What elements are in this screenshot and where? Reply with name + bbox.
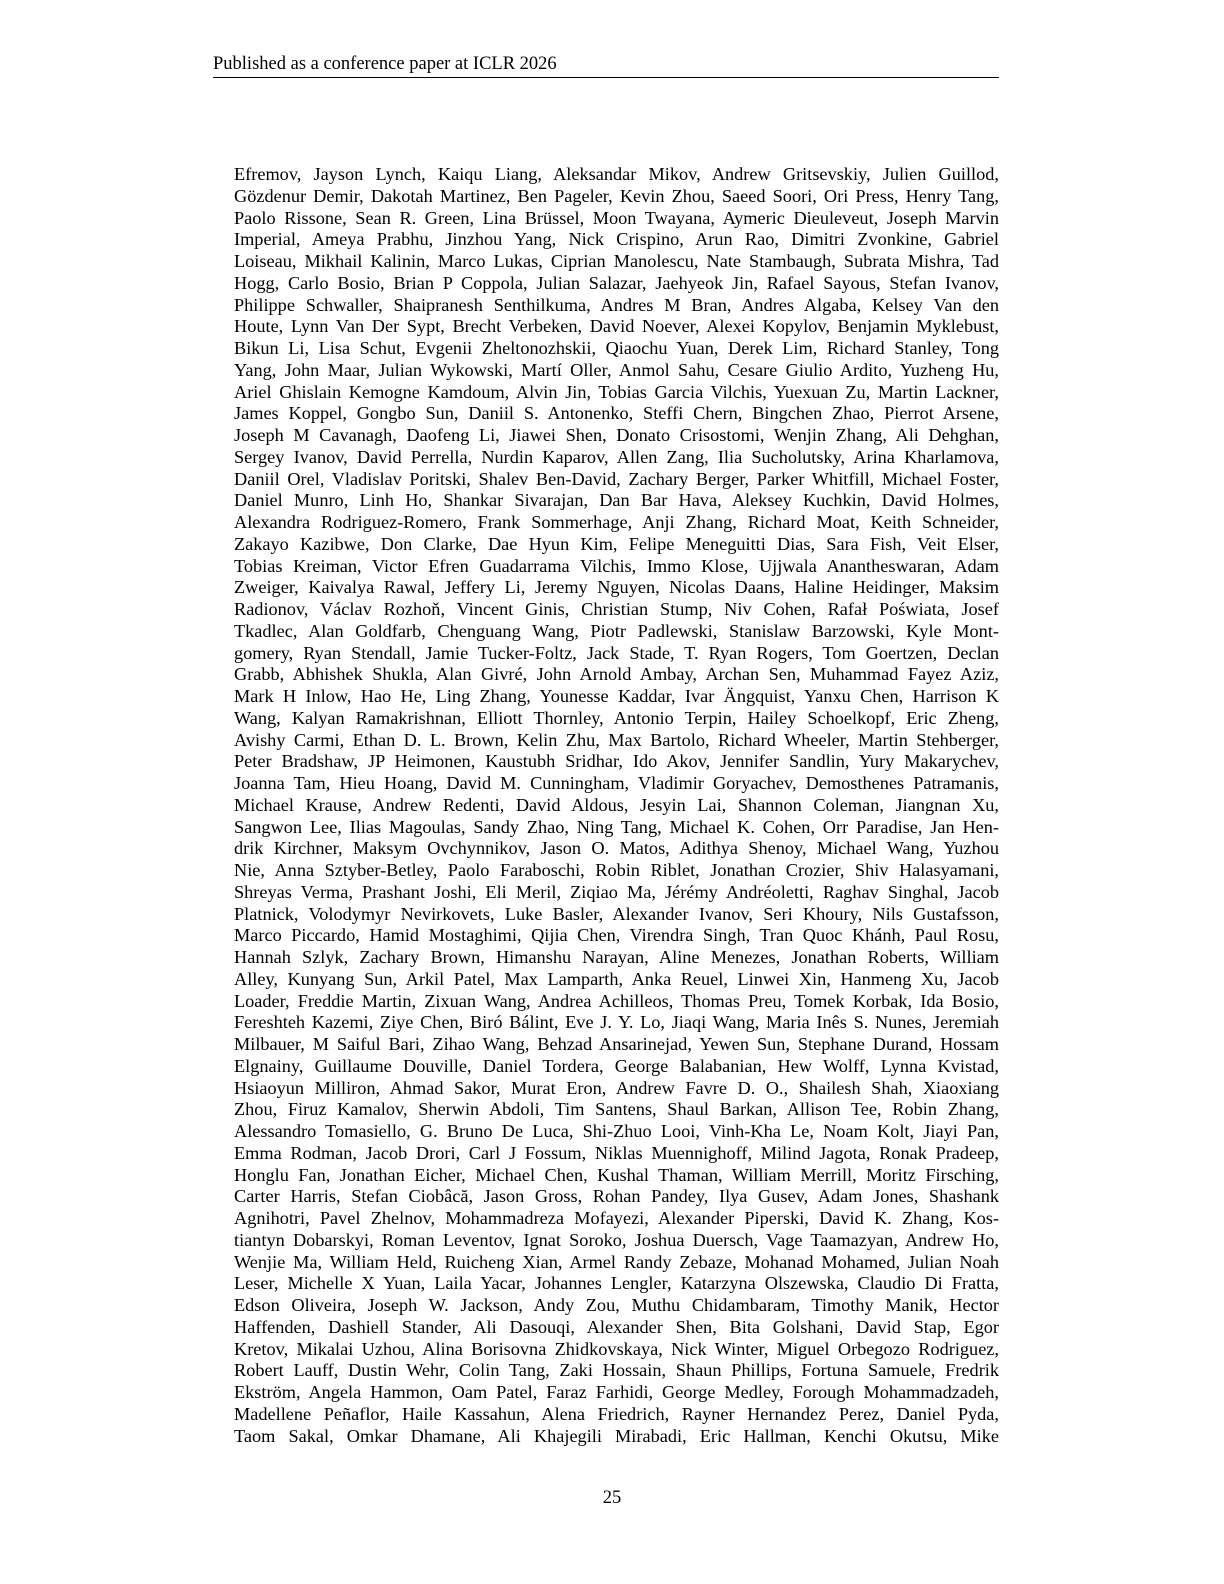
author-list-line: Houte, Lynn Van Der Sypt, Brecht Verbeken, David Noever, Alexei Kopylov, Benjamin Myklebust,	[234, 316, 999, 337]
author-list-line: tiantyn Dobarskyi, Roman Leventov, Ignat Soroko, Joshua Duersch, Vage Taamazyan, Andrew Ho,	[234, 1229, 999, 1250]
author-list-line: Robert Lauff, Dustin Wehr, Colin Tang, Zaki Hossain, Shaun Phillips, Fortuna Samuele, Fredrik	[234, 1360, 999, 1381]
author-list-line: Alley, Kunyang Sun, Arkil Patel, Max Lamparth, Anka Reuel, Linwei Xin, Hanmeng Xu, Jacob	[234, 968, 999, 989]
author-list-line: Haffenden, Dashiell Stander, Ali Dasouqi, Alexander Shen, Bita Golshani, David Stap, Egor	[234, 1316, 999, 1337]
author-list-line: James Koppel, Gongbo Sun, Daniil S. Antonenko, Steffi Chern, Bingchen Zhao, Pierrot Arsene,	[234, 403, 999, 424]
author-list-line: Daniel Munro, Linh Ho, Shankar Sivarajan, Dan Bar Hava, Aleksey Kuchkin, David Holmes,	[234, 490, 999, 511]
author-list-line: Hannah Szlyk, Zachary Brown, Himanshu Narayan, Aline Menezes, Jonathan Roberts, William	[234, 947, 999, 967]
author-list-line: Fereshteh Kazemi, Ziye Chen, Biró Bálint, Eve J. Y. Lo, Jiaqi Wang, Maria Inês S. Nunes, Jeremiah	[234, 1012, 999, 1033]
author-list-line: Wang, Kalyan Ramakrishnan, Elliott Thornley, Antonio Terpin, Hailey Schoelkopf, Eric Zheng,	[234, 707, 999, 728]
author-list-line: Ariel Ghislain Kemogne Kamdoum, Alvin Jin, Tobias Garcia Vilchis, Yuexuan Zu, Martin Lackner,	[234, 381, 999, 402]
author-list-line: Loader, Freddie Martin, Zixuan Wang, Andrea Achilleos, Thomas Preu, Tomek Korbak, Ida Bosio,	[234, 990, 999, 1011]
author-list-line: Nie, Anna Sztyber-Betley, Paolo Faraboschi, Robin Riblet, Jonathan Crozier, Shiv Halasyamani,	[234, 860, 999, 880]
author-list-line: Peter Bradshaw, JP Heimonen, Kaustubh Sridhar, Ido Akov, Jennifer Sandlin, Yury Makarychev,	[234, 751, 999, 772]
author-list-line: Leser, Michelle X Yuan, Laila Yacar, Johannes Lengler, Katarzyna Olszewska, Claudio Di Fratta,	[234, 1273, 999, 1294]
author-list-line: Wenjie Ma, William Held, Ruicheng Xian, Armel Randy Zebaze, Mohanad Mohamed, Julian Noah	[234, 1251, 999, 1272]
author-list-line: Paolo Rissone, Sean R. Green, Lina Brüssel, Moon Twayana, Aymeric Dieuleveut, Joseph Marvin	[234, 207, 999, 228]
author-list-line: Loiseau, Mikhail Kalinin, Marco Lukas, Ciprian Manolescu, Nate Stambaugh, Subrata Mishra, Tad	[234, 251, 999, 271]
author-list-line: Ekström, Angela Hammon, Oam Patel, Faraz Farhidi, George Medley, Forough Mohammadzadeh,	[234, 1382, 999, 1402]
author-list-line: Edson Oliveira, Joseph W. Jackson, Andy Zou, Muthu Chidambaram, Timothy Manik, Hector	[234, 1295, 999, 1315]
author-list-line: Bikun Li, Lisa Schut, Evgenii Zheltonozhskii, Qiaochu Yuan, Derek Lim, Richard Stanley, Tong	[234, 338, 999, 358]
author-list-line: Imperial, Ameya Prabhu, Jinzhou Yang, Nick Crispino, Arun Rao, Dimitri Zvonkine, Gabriel	[234, 229, 999, 250]
author-list-line: Milbauer, M Saiful Bari, Zihao Wang, Behzad Ansarinejad, Yewen Sun, Stephane Durand, Hossam	[234, 1034, 999, 1054]
author-list-line: Gözdenur Demir, Dakotah Martinez, Ben Pageler, Kevin Zhou, Saeed Soori, Ori Press, Henry Tang,	[234, 185, 999, 206]
author-list-line: Zhou, Firuz Kamalov, Sherwin Abdoli, Tim Santens, Shaul Barkan, Allison Tee, Robin Zhang,	[234, 1099, 999, 1120]
author-list-line: Philippe Schwaller, Shaipranesh Senthilkuma, Andres M Bran, Andres Algaba, Kelsey Van den	[234, 294, 999, 315]
author-list-line: Marco Piccardo, Hamid Mostaghimi, Qijia Chen, Virendra Singh, Tran Quoc Khánh, Paul Rosu,	[234, 925, 999, 946]
author-list-line: Michael Krause, Andrew Redenti, David Aldous, Jesyin Lai, Shannon Coleman, Jiangnan Xu,	[234, 794, 999, 815]
author-list-line: Zweiger, Kaivalya Rawal, Jeffery Li, Jeremy Nguyen, Nicolas Daans, Haline Heidinger, Maksim	[234, 577, 999, 598]
author-list-line: Zakayo Kazibwe, Don Clarke, Dae Hyun Kim, Felipe Meneguitti Dias, Sara Fish, Veit Elser,	[234, 533, 999, 554]
author-list-line: Tkadlec, Alan Goldfarb, Chenguang Wang, Piotr Padlewski, Stanislaw Barzowski, Kyle Mont-	[234, 620, 999, 641]
author-list-line: Madellene Peñaflor, Haile Kassahun, Alena Friedrich, Rayner Hernandez Perez, Daniel Pyda,	[234, 1403, 999, 1424]
running-title: Published as a conference paper at ICLR 2026	[213, 54, 557, 74]
author-list-line: Yang, John Maar, Julian Wykowski, Martí Oller, Anmol Sahu, Cesare Giulio Ardito, Yuzheng Hu,	[234, 359, 999, 380]
author-list-line: Carter Harris, Stefan Ciobâcă, Jason Gross, Rohan Pandey, Ilya Gusev, Adam Jones, Shashank	[234, 1186, 999, 1207]
running-header	[213, 52, 999, 78]
author-list-line: Efremov, Jayson Lynch, Kaiqu Liang, Aleksandar Mikov, Andrew Gritsevskiy, Julien Guillod,	[234, 164, 999, 184]
author-list-paragraph	[234, 164, 999, 1447]
author-list-line: Joanna Tam, Hieu Hoang, David M. Cunningham, Vladimir Goryachev, Demosthenes Patramanis,	[234, 773, 999, 793]
author-list-line: drik Kirchner, Maksym Ovchynnikov, Jason O. Matos, Adithya Shenoy, Michael Wang, Yuzhou	[234, 838, 999, 859]
author-list-line: gomery, Ryan Stendall, Jamie Tucker-Foltz, Jack Stade, T. Ryan Rogers, Tom Goertzen, Declan	[234, 642, 999, 663]
author-list-line: Joseph M Cavanagh, Daofeng Li, Jiawei Shen, Donato Crisostomi, Wenjin Zhang, Ali Dehghan,	[234, 425, 999, 445]
author-list-line: Agnihotri, Pavel Zhelnov, Mohammadreza Mofayezi, Alexander Piperski, David K. Zhang, Kos-	[234, 1208, 999, 1228]
author-list-line: Grabb, Abhishek Shukla, Alan Givré, John Arnold Ambay, Archan Sen, Muhammad Fayez Aziz,	[234, 664, 999, 685]
author-list-line: Mark H Inlow, Hao He, Ling Zhang, Younesse Kaddar, Ivar Ängquist, Yanxu Chen, Harrison K	[234, 686, 999, 706]
author-list-line: Honglu Fan, Jonathan Eicher, Michael Chen, Kushal Thaman, William Merrill, Moritz Firsching,	[234, 1164, 999, 1185]
author-list-line: Hsiaoyun Milliron, Ahmad Sakor, Murat Eron, Andrew Favre D. O., Shailesh Shah, Xiaoxiang	[234, 1077, 999, 1098]
author-list-line: Hogg, Carlo Bosio, Brian P Coppola, Julian Salazar, Jaehyeok Jin, Rafael Sayous, Stefan Ivanov,	[234, 272, 999, 293]
author-list-line: Radionov, Václav Rozhoň, Vincent Ginis, Christian Stump, Niv Cohen, Rafał Poświata, Josef	[234, 599, 999, 619]
author-list-line: Tobias Kreiman, Victor Efren Guadarrama Vilchis, Immo Klose, Ujjwala Anantheswaran, Adam	[234, 555, 999, 576]
author-list-line: Sangwon Lee, Ilias Magoulas, Sandy Zhao, Ning Tang, Michael K. Cohen, Orr Paradise, Jan Hen-	[234, 816, 999, 837]
author-list-line: Alessandro Tomasiello, G. Bruno De Luca, Shi-Zhuo Looi, Vinh-Kha Le, Noam Kolt, Jiayi Pan,	[234, 1121, 999, 1141]
author-list-line: Avishy Carmi, Ethan D. L. Brown, Kelin Zhu, Max Bartolo, Richard Wheeler, Martin Stehberger,	[234, 729, 999, 750]
author-list-line: Sergey Ivanov, David Perrella, Nurdin Kaparov, Allen Zang, Ilia Sucholutsky, Arina Kharlamova,	[234, 446, 999, 467]
author-list-line: Elgnainy, Guillaume Douville, Daniel Tordera, George Balabanian, Hew Wolff, Lynna Kvistad,	[234, 1055, 999, 1076]
author-list-line: Taom Sakal, Omkar Dhamane, Ali Khajegili Mirabadi, Eric Hallman, Kenchi Okutsu, Mike	[234, 1425, 999, 1446]
author-list-line: Shreyas Verma, Prashant Joshi, Eli Meril, Ziqiao Ma, Jérémy Andréoletti, Raghav Singhal, Jacob	[234, 881, 999, 902]
page-number: 25	[602, 1488, 622, 1508]
author-list-line: Daniil Orel, Vladislav Poritski, Shalev Ben-David, Zachary Berger, Parker Whitfill, Michael Foster,	[234, 468, 999, 489]
author-list-line: Kretov, Mikalai Uzhou, Alina Borisovna Zhidkovskaya, Nick Winter, Miguel Orbegozo Rodriguez,	[234, 1338, 999, 1359]
author-list-line: Alexandra Rodriguez-Romero, Frank Sommerhage, Anji Zhang, Richard Moat, Keith Schneider,	[234, 512, 999, 532]
author-list-line: Platnick, Volodymyr Nevirkovets, Luke Basler, Alexander Ivanov, Seri Khoury, Nils Gustafsson,	[234, 903, 999, 924]
author-list-line: Emma Rodman, Jacob Drori, Carl J Fossum, Niklas Muennighoff, Milind Jagota, Ronak Pradeep,	[234, 1142, 999, 1163]
